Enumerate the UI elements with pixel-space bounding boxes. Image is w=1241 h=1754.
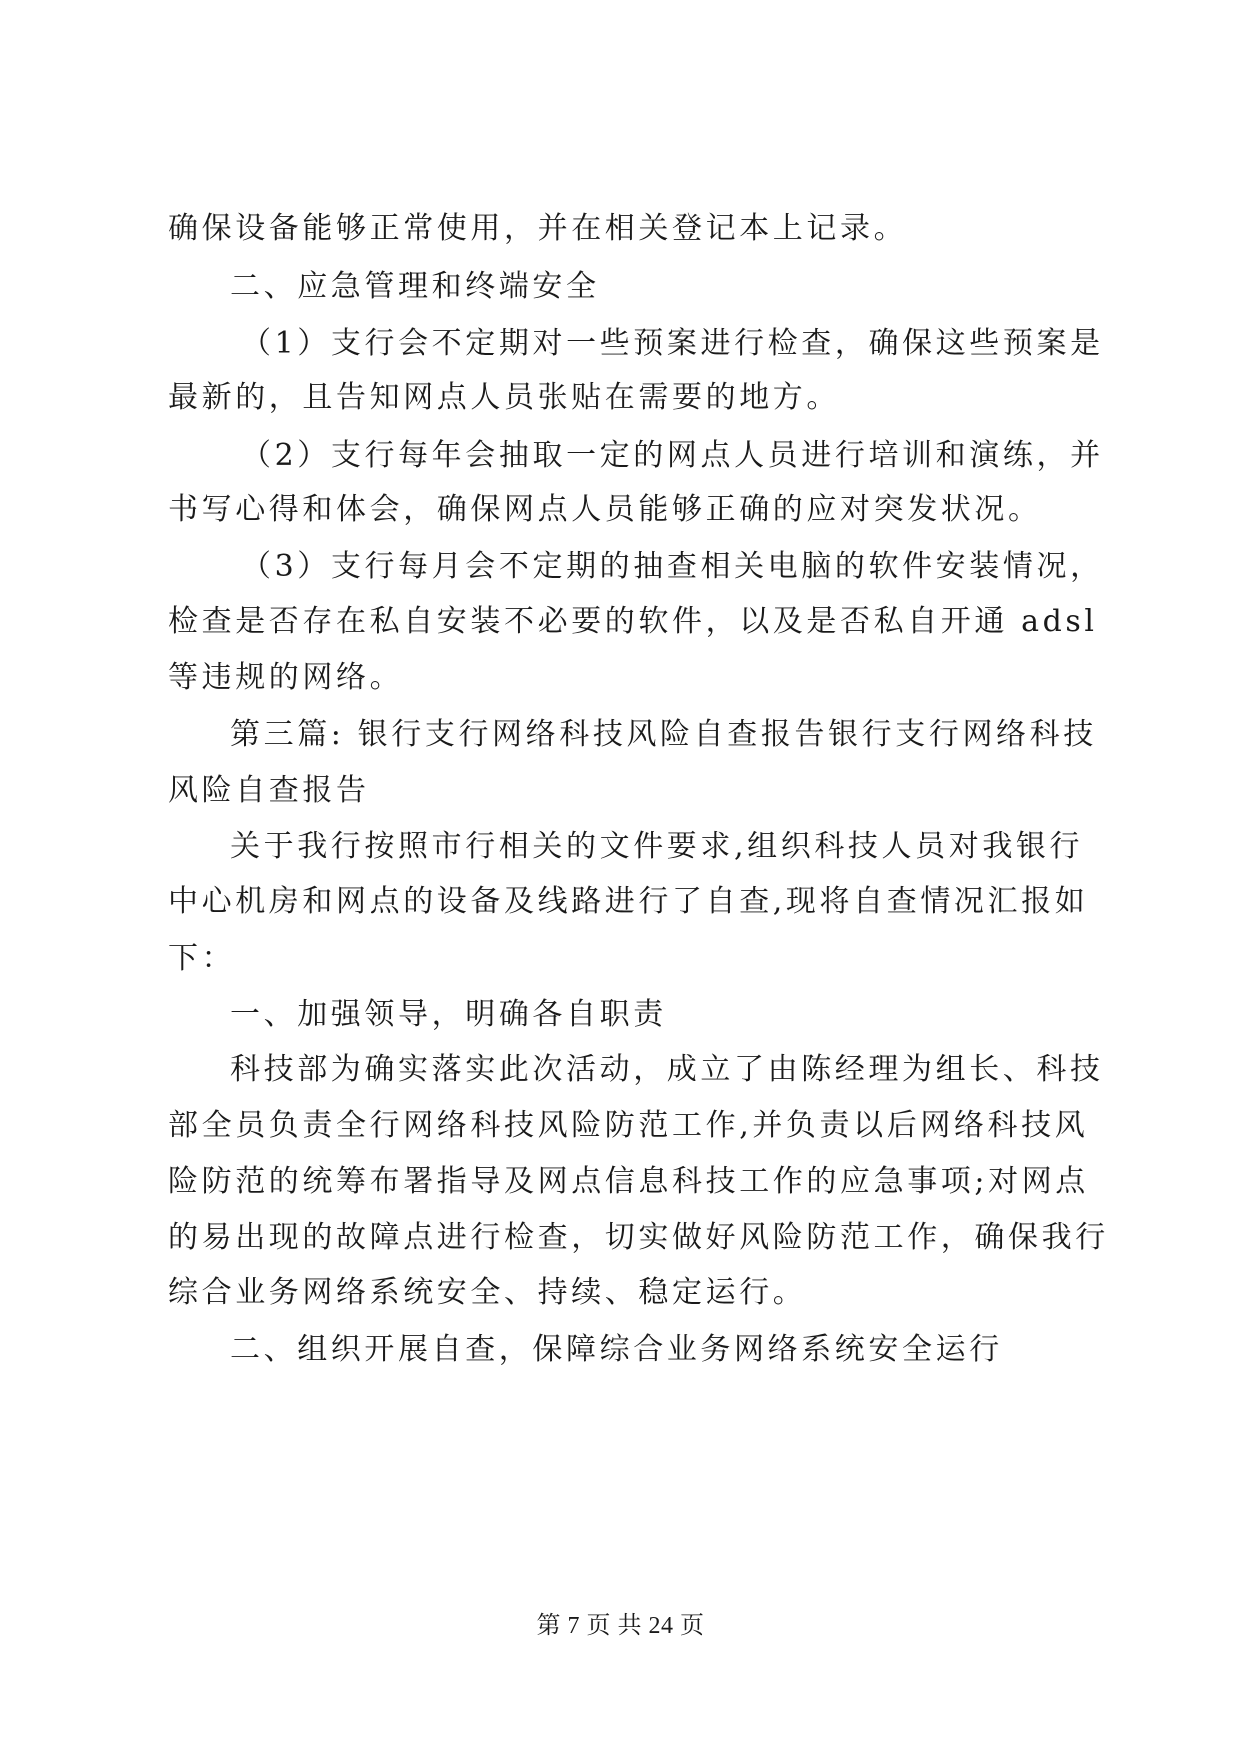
body-text-line: 中心机房和网点的设备及线路进行了自查,现将自查情况汇报如 — [168, 884, 1089, 919]
list-item-line: （3）支行每月会不定期的抽查相关电脑的软件安装情况， — [241, 549, 1104, 584]
body-text-line: 确保设备能够正常使用，并在相关登记本上记录。 — [168, 211, 908, 246]
body-text-line: 综合业务网络系统安全、持续、稳定运行。 — [168, 1275, 807, 1310]
body-text-line: 险防范的统筹布署指导及网点信息科技工作的应急事项;对网点 — [168, 1164, 1089, 1199]
chapter-title: 风险自查报告 — [168, 773, 370, 808]
body-text-line: 下： — [168, 941, 236, 976]
chapter-title: 第三篇: 银行支行网络科技风险自查报告银行支行网络科技 — [230, 717, 1097, 752]
body-text-line: 部全员负责全行网络科技风险防范工作,并负责以后网络科技风 — [168, 1108, 1089, 1143]
list-item-line: （1）支行会不定期对一些预案进行检查，确保这些预案是 — [241, 326, 1104, 361]
body-text-line: 书写心得和体会，确保网点人员能够正确的应对突发状况。 — [168, 492, 1042, 527]
body-text-line: 等违规的网络。 — [168, 660, 404, 695]
section-heading: 一、加强领导，明确各自职责 — [230, 997, 667, 1032]
body-text-line: 的易出现的故障点进行检查，切实做好风险防范工作，确保我行 — [168, 1220, 1109, 1255]
body-text-line: 最新的，且告知网点人员张贴在需要的地方。 — [168, 380, 840, 415]
section-heading: 二、应急管理和终端安全 — [230, 269, 600, 304]
section-heading: 二、组织开展自查，保障综合业务网络系统安全运行 — [230, 1332, 1003, 1367]
body-text-line: 关于我行按照市行相关的文件要求,组织科技人员对我银行 — [230, 829, 1084, 864]
list-item-line: （2）支行每年会抽取一定的网点人员进行培训和演练，并 — [241, 438, 1104, 473]
body-text-line: 检查是否存在私自安装不必要的软件，以及是否私自开通 adsl — [168, 604, 1098, 639]
body-text-line: 科技部为确实落实此次活动，成立了由陈经理为组长、科技 — [230, 1052, 1104, 1087]
page-number-footer: 第 7 页 共 24 页 — [536, 1613, 705, 1639]
